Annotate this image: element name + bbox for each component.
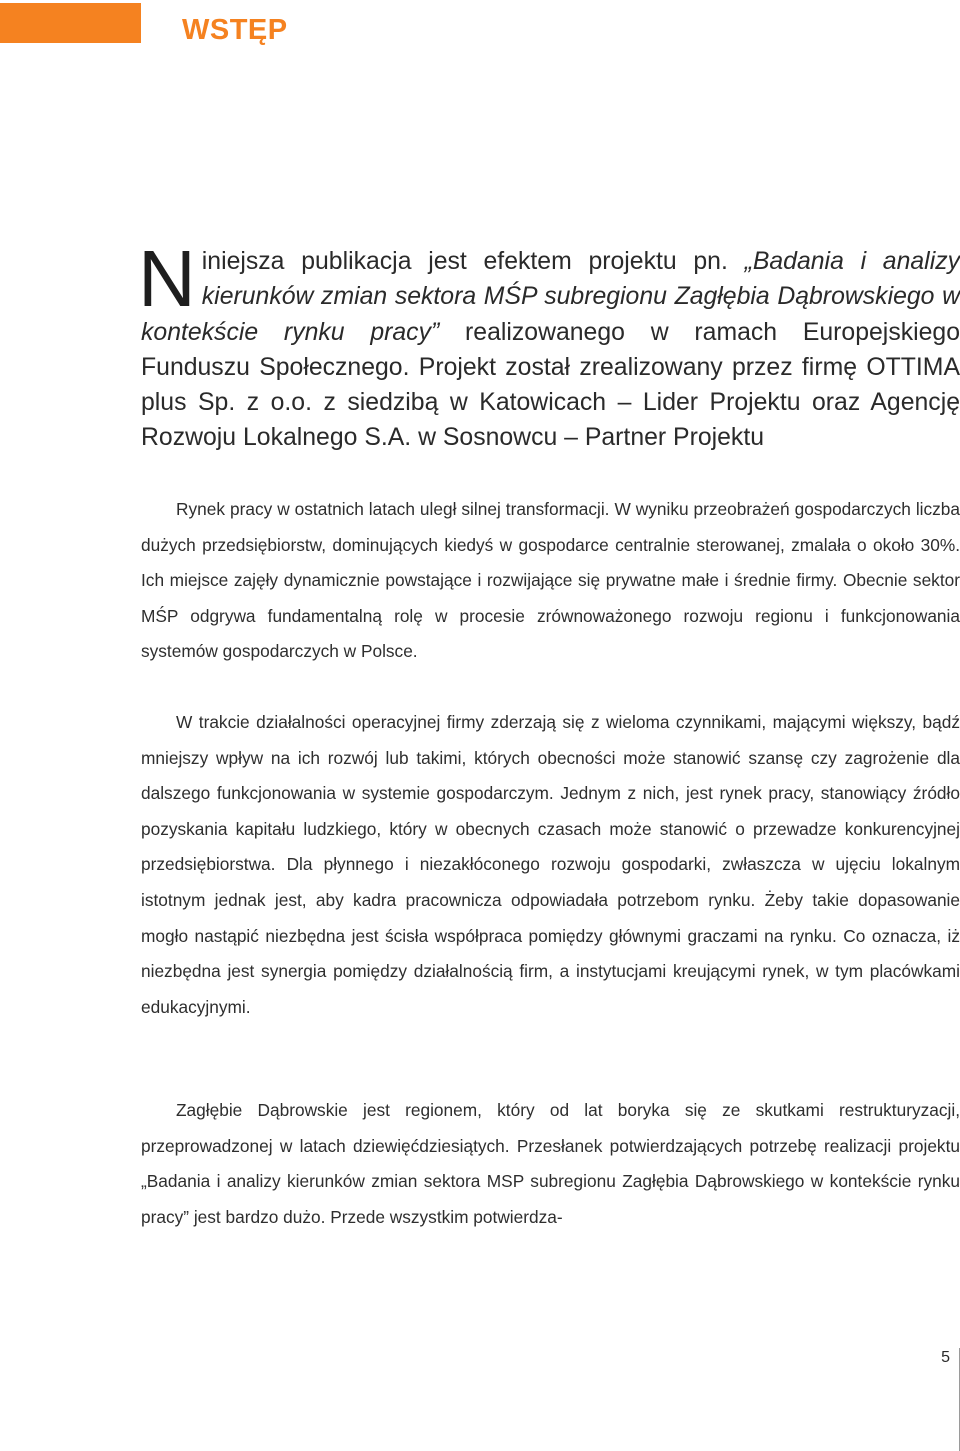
lead-text-start: iniejsza publikacja jest efektem projektu pn. bbox=[201, 248, 745, 275]
paragraph-operational-factors: W trakcie działalności operacyjnej firmy zderzają się z wieloma czynnikami, mającymi większy, bądź mniejszy wpływ na ich rozwój lub takimi, których obecności może stanowić szansę czy zagrożenie dla dalszego funkcjonowania w systemie gospodarczym. Jednym z nich, jest rynek pracy, stanowiący źródło pozyskania kapitału ludzkiego, który w obecnych czasach może stanowić o przewadze konkurencyjnej przedsiębiorstwa. Dla płynnego i niezakłóconego rozwoju gospodarki, zwłaszcza w ujęciu lokalnym istotnym jednak jest, aby kadra pracownicza odpowiadała potrzebom rynku. Żeby takie dopasowanie mogło nastąpić niezbędna jest ścisła współpraca pomiędzy głównymi graczami na rynku. Co oznacza, iż niezbędna jest synergia pomiędzy działalnością firm, a instytucjami kreującymi rynek, w tym placówkami edukacyjnymi. bbox=[141, 712, 960, 1017]
drop-cap: N bbox=[138, 234, 196, 323]
paragraph-labor-market: Rynek pracy w ostatnich latach uległ silnej transformacji. W wyniku przeobrażeń gospodarczych liczba dużych przedsiębiorstw, dominujących kiedyś w gospodarce centralnie sterowanej, zmalała o około 30%. Ich miejsce zajęły dynamicznie powstające i rozwijające się prywatne małe i średnie firmy. Obecnie sektor MŚP odgrywa fundamentalną rolę w procesie zrównoważonego rozwoju regionu i funkcjonowania systemów gospodarczych w Polsce. bbox=[141, 499, 960, 662]
lead-paragraph bbox=[138, 234, 960, 456]
project-name: „Badania i analizy kierunków zmian sektora MŚP subregionu Zagłębia Dąbrowskiego w kontekście rynku pracy” bbox=[141, 248, 960, 346]
page-title: WSTĘP bbox=[182, 14, 288, 46]
header-accent-bar bbox=[0, 3, 141, 43]
paragraph-zaglebie-region: Zagłębie Dąbrowskie jest regionem, który od lat boryka się ze skutkami restrukturyzacji, przeprowadzonej w latach dziewięćdziesiątych. Przesłanek potwierdzających potrzebę realizacji projektu „Badania i analizy kierunków zmian sektora MSP subregionu Zagłębia Dąbrowskiego w kontekście rynku pracy” jest bardzo dużo. Przede wszystkim potwierdza- bbox=[141, 1100, 960, 1227]
lead-text-end: realizowanego w ramach Europejskiego Funduszu Społecznego. Projekt został zrealizowany przez firmę OTTIMA plus Sp. z o.o. z siedzibą w Katowicach – Lider Projektu oraz Agencję Rozwoju Lokalnego S.A. w Sosnowcu – Partner Projektu bbox=[141, 318, 960, 452]
page-number: 5 bbox=[941, 1349, 950, 1366]
